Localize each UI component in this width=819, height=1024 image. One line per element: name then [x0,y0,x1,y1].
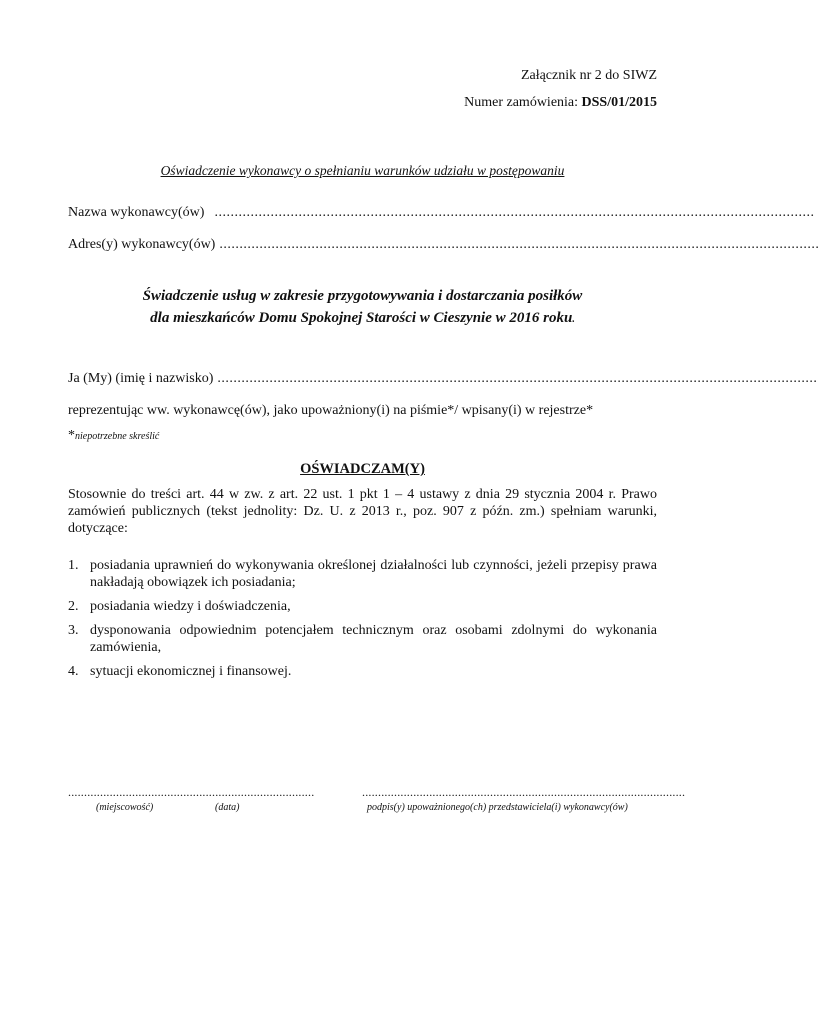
place-date-dots: ............................................................................. [68,785,315,799]
list-item: 2. posiadania wiedzy i doświadczenia, [68,599,291,614]
list-item: 1. posiadania uprawnień do wykonywania określonej działalności lub czynności, jeżeli przepisy prawa nakładają obowiązek ich posiadania; [68,558,657,590]
person-name-field [68,371,818,387]
contractor-name-label: Nazwa wykonawcy(ów) [68,205,205,220]
signature-dots: ..................................................................................................... [362,785,686,799]
date-caption: (data) [215,802,240,813]
contractor-name-dots: ...................................................................................................................................................... [214,205,815,220]
representation-statement: reprezentując ww. wykonawcę(ów), jako upoważniony(i) na piśmie*/ wpisany(i) w rejestrze* [68,403,594,418]
contractor-name-field [68,205,815,221]
person-name-label: Ja (My) (imię i nazwisko) [68,371,214,386]
declaration-intro: Stosownie do treści art. 44 w zw. z art. 22 ust. 1 pkt 1 – 4 ustawy z dnia 29 stycznia 2004 r. Prawo zamówień publicznych (tekst jednolity: Dz. U. z 2013 r., poz. 907 z późn. zm.) spełniam warunki, dotyczące: [68,487,657,536]
signature-caption: podpis(y) upoważnionego(ch) przedstawiciela(i) wykonawcy(ów) [367,802,628,813]
form-title: Oświadczenie wykonawcy o spełnianiu warunków udziału w postępowaniu [160,163,565,178]
footnote-star: * [68,428,75,443]
contractor-address-label: Adres(y) wykonawcy(ów) [68,237,216,252]
attachment-label: Załącznik nr 2 do SIWZ [520,68,657,83]
contractor-address-dots: ...................................................................................................................................................... [219,237,819,252]
subject-line-1: Świadczenie usług w zakresie przygotowywania i dostarczania posiłków [142,288,583,304]
footnote-text: niepotrzebne skreślić [75,431,160,442]
footnote [68,428,159,444]
subject-line-2: dla mieszkańców Domu Spokojnej Starości w Cieszynie w 2016 roku. [150,310,575,326]
order-number-value: DSS/01/2015 [581,95,657,110]
person-name-dots: ...................................................................................................................................................... [217,371,818,386]
procurement-subject [68,285,657,331]
order-number-label: Numer zamówienia: [464,95,582,110]
contractor-address-field [68,237,819,253]
declaration-heading: OŚWIADCZAM(Y) [300,461,425,477]
list-item: 4. sytuacji ekonomicznej i finansowej. [68,664,292,679]
list-item: 3. dysponowania odpowiednim potencjałem technicznym oraz osobami zdolnymi do wykonania zamówienia, [68,623,657,655]
conditions-list [68,557,657,687]
place-caption: (miejscowość) [96,802,154,813]
order-number-line [464,95,657,111]
